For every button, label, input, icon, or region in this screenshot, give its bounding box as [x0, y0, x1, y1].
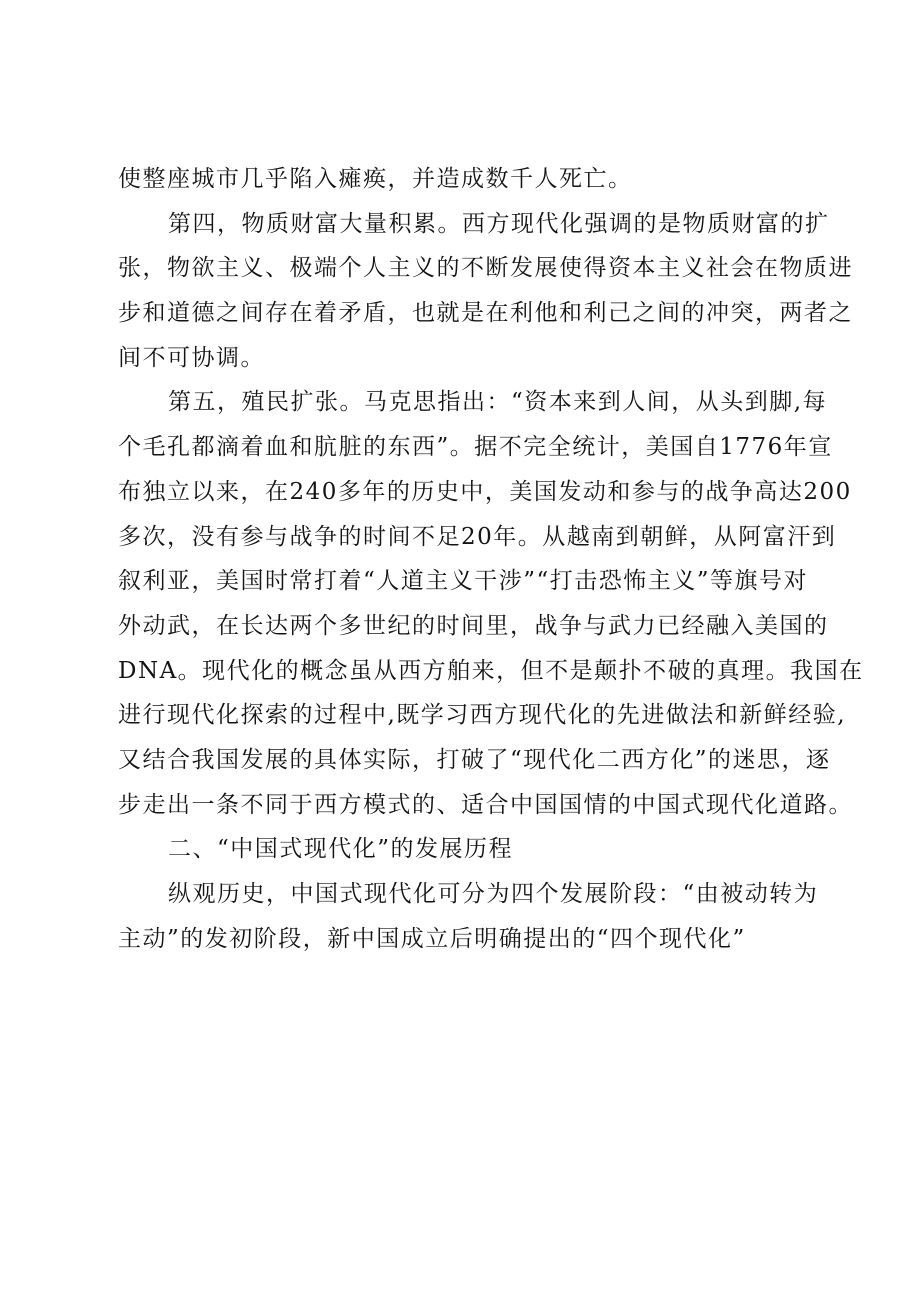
- paragraph-first-line: 第四，物质财富大量积累。西方现代化强调的是物质财富的扩: [168, 210, 830, 237]
- paragraph-first-line: 第五，殖民扩张。马克思指出：“资本来到人间，从头到脚,每: [168, 389, 828, 416]
- text-line: DNA。现代化的概念虽从西方舶来，但不是颠扑不破的真理。我国在: [118, 657, 864, 684]
- text-line: 个毛孔都滴着血和肮脏的东西”。据不完全统计，美国自1776年宣: [118, 434, 833, 461]
- text-line: 布独立以来，在240多年的历史中，美国发动和参与的战争高达200: [118, 478, 852, 505]
- text-line: 多次，没有参与战争的时间不足20年。从越南到朝鲜，从阿富汗到: [118, 523, 837, 550]
- body-text: [118, 157, 864, 961]
- text-line: 又结合我国发展的具体实际，打破了“现代化二西方化”的迷思，逐: [118, 746, 831, 773]
- text-line: 步走出一条不同于西方模式的、适合中国国情的中国式现代化道路。: [118, 791, 853, 818]
- text-line: 主动”的发初阶段，新中国成立后明确提出的“四个现代化”: [118, 925, 746, 952]
- text-line: 叙利亚，美国时常打着“人道主义干涉”“打击恐怖主义”等旗号对: [118, 568, 809, 595]
- section-heading: 二、“中国式现代化”的发展历程: [168, 836, 514, 863]
- paragraph-first-line: 纵观历史，中国式现代化可分为四个发展阶段：“由被动转为: [168, 881, 819, 907]
- text-line: 使整座城市几乎陷入瘫痪，并造成数千人死亡。: [118, 166, 633, 192]
- text-line: 张，物欲主义、极端个人主义的不断发展使得资本主义社会在物质进: [118, 255, 853, 282]
- text-line: 间不可协调。: [118, 344, 265, 371]
- text-line: 进行现代化探索的过程中,既学习西方现代化的先进做法和新鲜经验,: [118, 702, 847, 729]
- text-line: 外动武，在长达两个多世纪的时间里，战争与武力已经融入美国的: [118, 612, 829, 639]
- text-line: 步和道德之间存在着矛盾，也就是在利他和利己之间的冲突，两者之: [118, 300, 853, 327]
